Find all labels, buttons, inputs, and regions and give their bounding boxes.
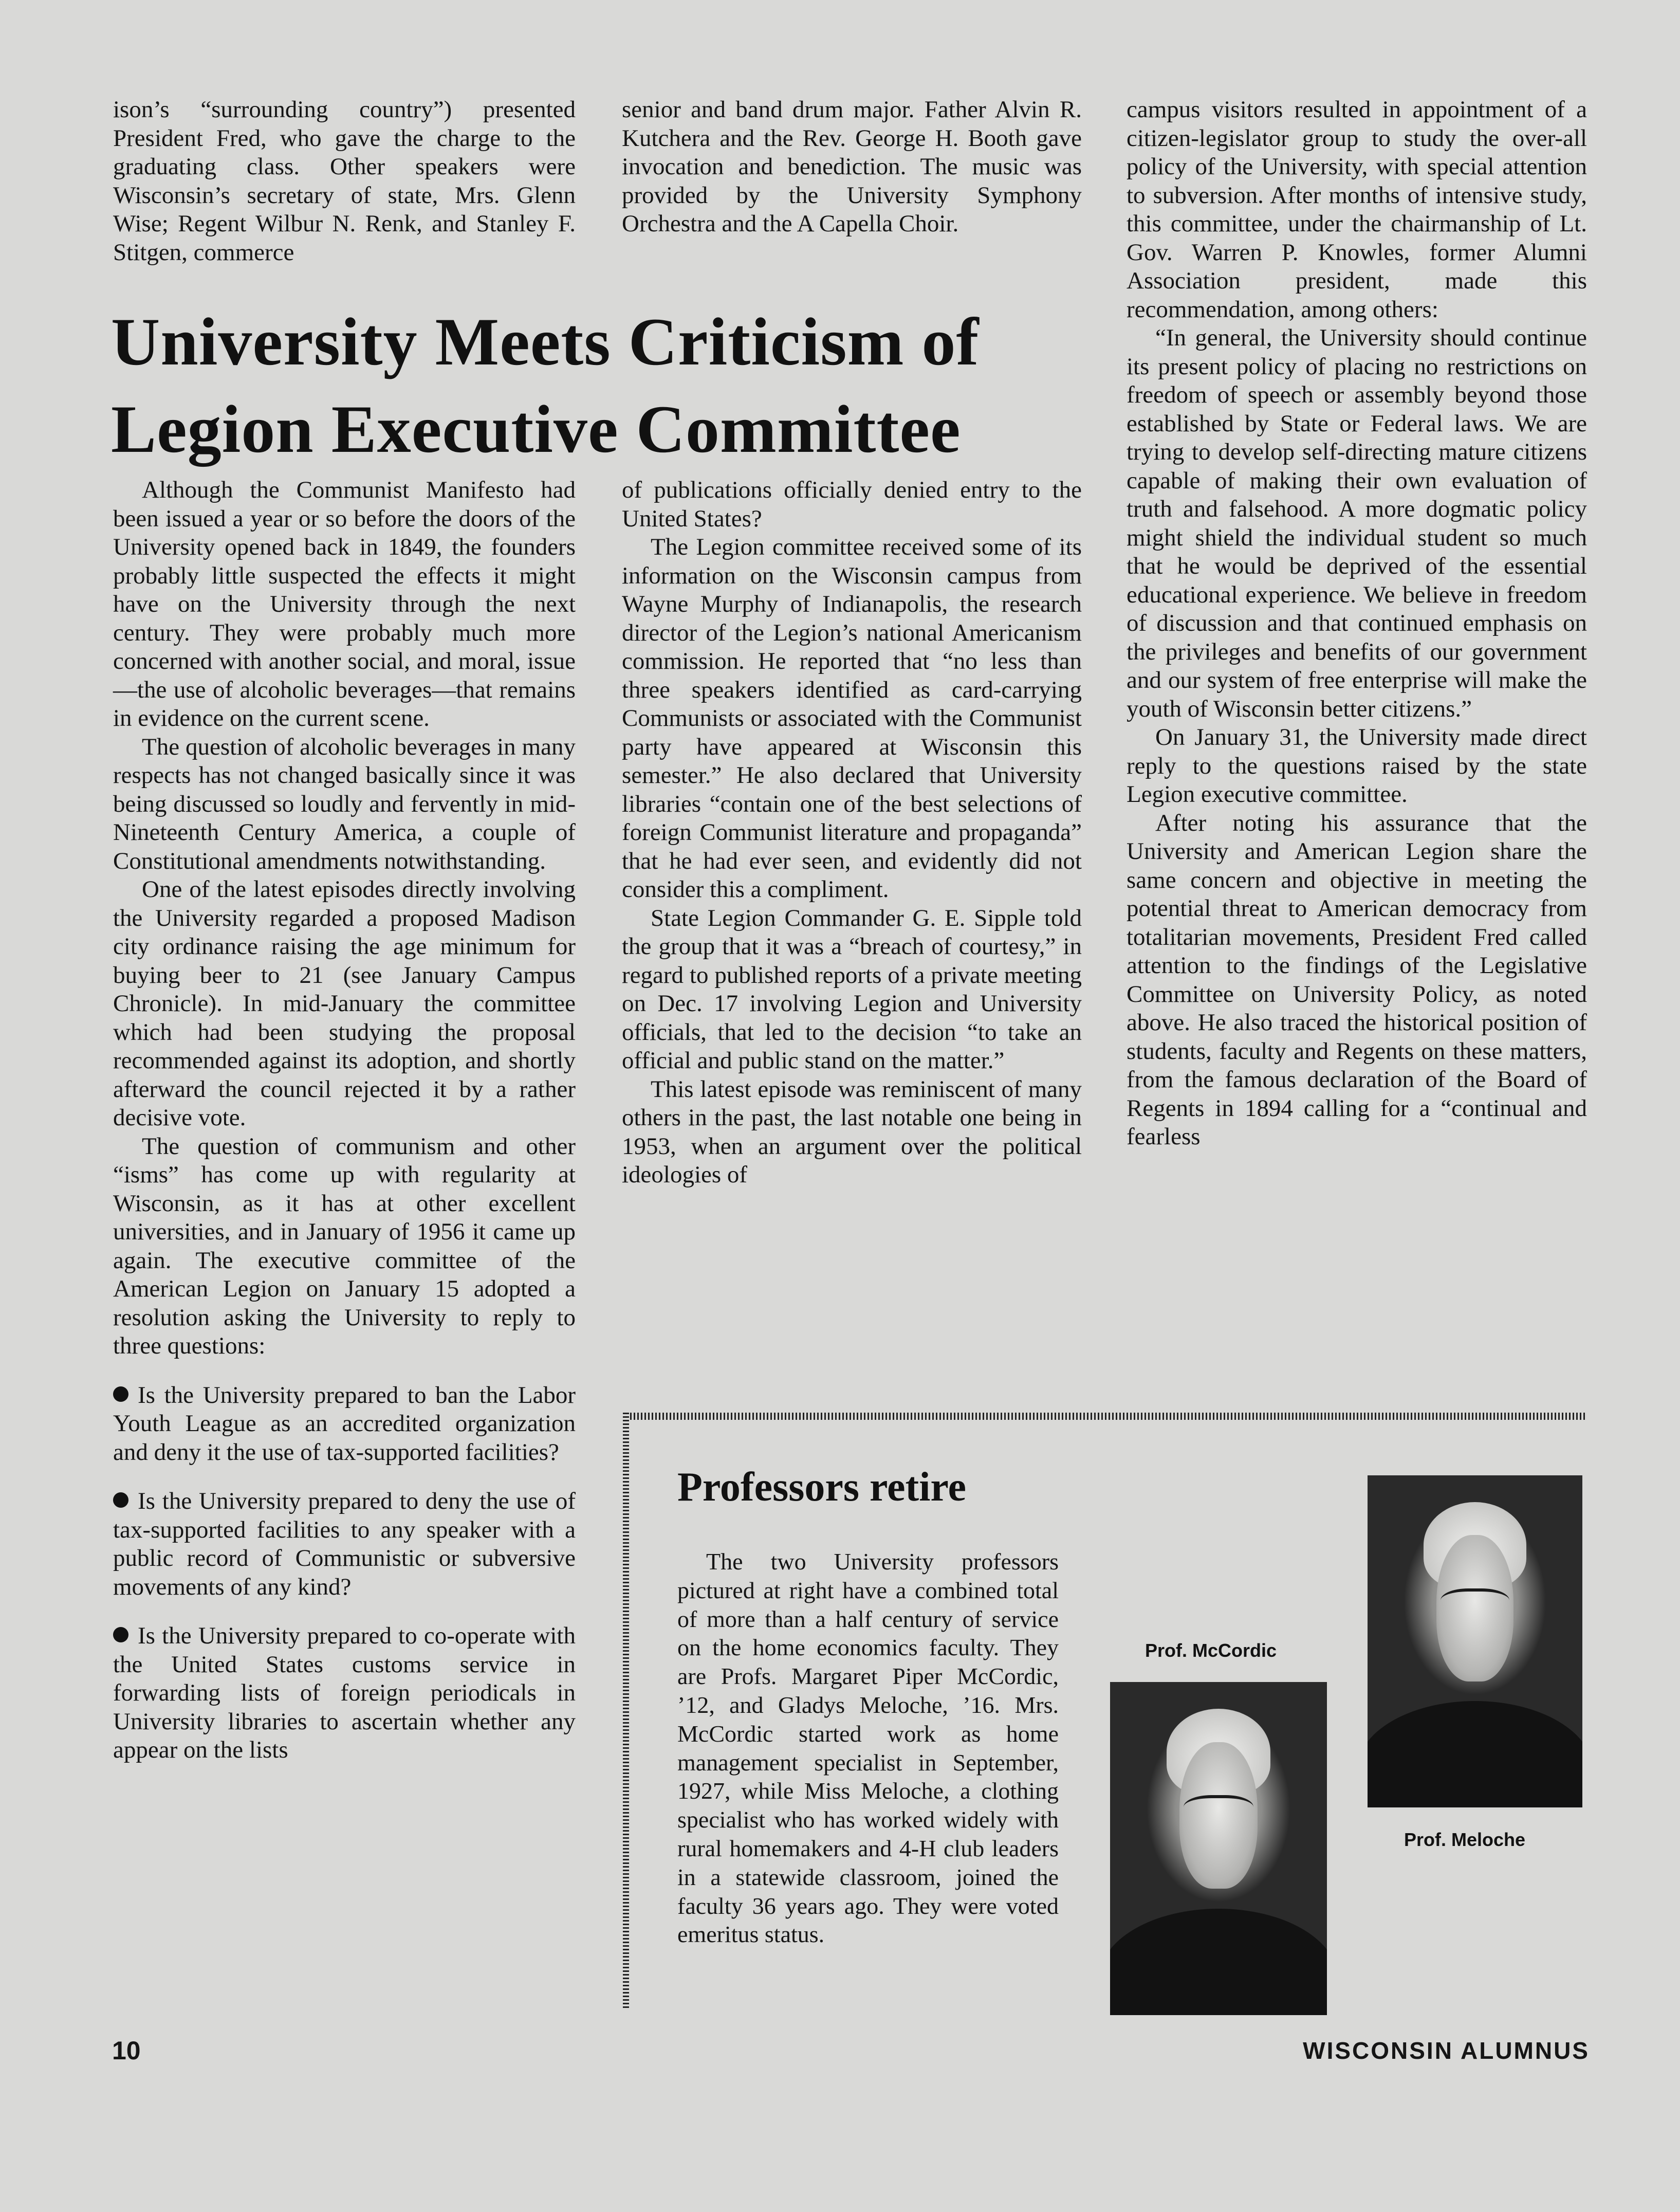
article-headline [111,298,1087,473]
paragraph: The question of alcoholic beverages in many respects has not changed basically since it was being discussed so loudly and fervently in mid-Nineteenth Century America, a couple of Constitutional amendments notwithstanding. [113,733,576,874]
article-column-1 [113,476,576,1765]
bullet-text: Is the University prepared to ban the Labor Youth League as an accredited organization and deny it the use of tax-supported facilities? [113,1381,576,1466]
magazine-title: WISCONSIN ALUMNUS [1303,2037,1590,2064]
bullet-text: Is the University prepared to deny the use of tax-supported facilities to any speaker with a public record of Communistic or subversive movements of any kind? [113,1488,576,1600]
sidebar-title: Professors retire [677,1465,966,1510]
headline-line-2: Legion Executive Committee [111,391,961,467]
article-column-2 [622,476,1082,1190]
caption-mccordic: Prof. McCordic [1145,1640,1277,1661]
continuation-column-2 [622,96,1082,239]
headline-line-1: University Meets Criticism of [111,304,980,379]
sidebar-paragraph: The two University professors pictured at right have a combined total of more than a half century of service on the home economics faculty. They are Profs. Margaret Piper McCordic, ’12, and Gladys Meloche, ’16. Mrs. McCordic started work as home management specialist in September, 1927, while Miss Meloche, a clothing specialist who has worked widely with rural homemakers and 4-H club leaders in a statewide classroom, joined the faculty 36 years ago. They were voted emeritus status. [677,1548,1059,1948]
question-bullet [113,1622,576,1765]
paragraph: The question of communism and other “isms” has come up with regularity at Wisconsin, as it has at other excellent universities, and in January of 1956 it came up again. The executive committee of the American Legion on January 15 adopted a resolution asking the University to reply to three questions: [113,1132,576,1359]
portrait-photo-meloche [1368,1475,1582,1807]
box-border-left [623,1413,629,2009]
continuation-text: senior and band drum major. Father Alvin R. Kutchera and the Rev. George H. Booth gave invocation and benediction. The music was provided by the University Symphony Orchestra and the A Capella Choir. [622,96,1082,237]
paragraph: The Legion committee received some of its information on the Wisconsin campus from Wayne Murphy of Indianapolis, the research director of the Legion’s national Americanism commission. He reported that “no less than three speakers identified as card-carrying Communists or associated with the Communist party have appeared at Wisconsin this semester.” He also declared that University libraries “contain one of the best selections of foreign Communist literature and propaganda” that he had ever seen, and evidently did not consider this a compliment. [622,534,1082,903]
portrait-photo-mccordic [1110,1682,1327,2015]
article-column-3 [1127,96,1587,1151]
paragraph: campus visitors resulted in appointment of a citizen-legislator group to study the over-all policy of the University, with special attention to subversion. After months of intensive study, this committee, under the chairmanship of Lt. Gov. Warren P. Knowles, former Alumni Association president, made this recommendation, among others: [1127,96,1587,323]
continuation-column-1 [113,96,576,267]
continuation-text: ison’s “surrounding country”) presented President Fred, who gave the charge to the graduating class. Other speakers were Wisconsin’s secretary of state, Mrs. Glenn Wise; Regent Wilbur N. Renk, and Stanley F. Stitgen, commerce [113,96,576,266]
sidebar-text-block [677,1547,1059,1949]
paragraph: Although the Communist Manifesto had been issued a year or so before the doors of the University opened back in 1849, the founders probably little suspected the effects it might have on the University through the next century. They were probably much more concerned with another social, and moral, issue—the use of alcoholic beverages—that remains in evidence on the current scene. [113,477,576,732]
paragraph: On January 31, the University made direct reply to the questions raised by the state Legion executive committee. [1127,724,1587,808]
paragraph: One of the latest episodes directly involving the University regarded a proposed Madison city ordinance raising the age minimum for buying beer to 21 (see January Campus Chronicle). In mid-January the committee which had been studying the proposal recommended against its adoption, and shortly afterward the council rejected it by a rather decisive vote. [113,876,576,1131]
question-bullet [113,1487,576,1601]
page-number: 10 [112,2036,141,2065]
caption-meloche: Prof. Meloche [1404,1829,1526,1850]
bullet-icon [113,1386,128,1402]
bullet-icon [113,1627,128,1642]
box-border-top [623,1413,1586,1420]
paragraph: of publications officially denied entry to the United States? [622,477,1082,532]
bullet-icon [113,1492,128,1508]
paragraph: This latest episode was reminiscent of many others in the past, the last notable one being in 1953, when an argument over the political ideologies of [622,1075,1082,1188]
paragraph: After noting his assurance that the University and American Legion share the same concern and objective in meeting the potential threat to American democracy from totalitarian movements, President Fred called attention to the findings of the Legislative Committee on University Policy, as noted above. He also traced the historical position of students, faculty and Regents on these matters, from the famous declaration of the Board of Regents in 1894 calling for a “continual and fearless [1127,809,1587,1150]
paragraph: State Legion Commander G. E. Sipple told the group that it was a “breach of courtesy,” in regard to published reports of a private meeting on Dec. 17 involving Legion and University officials, that led to the decision “to take an official and public stand on the matter.” [622,904,1082,1074]
question-bullet [113,1381,576,1467]
bullet-text: Is the University prepared to co-operate with the United States customs service in forwarding lists of foreign periodicals in University libraries to ascertain whether any appear on the lists [113,1622,576,1763]
paragraph: “In general, the University should continue its present policy of placing no restrictions on freedom of speech or assembly beyond those established by State or Federal laws. We are trying to develop self-directing mature citizens capable of making their own evaluation of truth and falsehood. A more dogmatic policy might shield the individual student so much that he would be deprived of the essential educational experience. We believe in freedom of discussion and that continued emphasis on the privileges and benefits of our government and our system of free enterprise will make the youth of Wisconsin better citizens.” [1127,324,1587,722]
